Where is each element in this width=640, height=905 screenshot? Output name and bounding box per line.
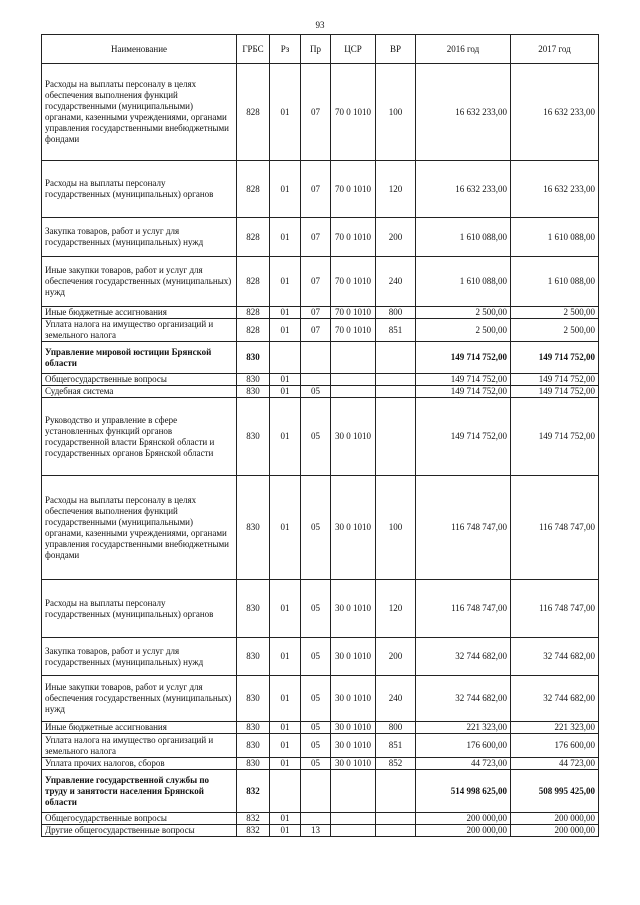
cell-2016: 149 714 752,00 bbox=[416, 342, 511, 374]
cell-grbs: 832 bbox=[237, 770, 270, 813]
cell-vr: 851 bbox=[376, 319, 416, 342]
cell-name: Общегосударственные вопросы bbox=[42, 813, 237, 825]
cell-2017: 149 714 752,00 bbox=[511, 386, 599, 398]
cell-csr: 70 0 1010 bbox=[331, 64, 376, 161]
cell-csr: 30 0 1010 bbox=[331, 398, 376, 476]
cell-2016: 149 714 752,00 bbox=[416, 374, 511, 386]
budget-table bbox=[41, 34, 599, 837]
cell-2017: 1 610 088,00 bbox=[511, 257, 599, 307]
cell-csr: 30 0 1010 bbox=[331, 676, 376, 722]
cell-2016: 32 744 682,00 bbox=[416, 638, 511, 676]
cell-2016: 2 500,00 bbox=[416, 307, 511, 319]
cell-2017: 116 748 747,00 bbox=[511, 476, 599, 580]
cell-2017: 508 995 425,00 bbox=[511, 770, 599, 813]
cell-pr: 05 bbox=[301, 398, 331, 476]
cell-2016: 1 610 088,00 bbox=[416, 218, 511, 257]
cell-vr: 100 bbox=[376, 476, 416, 580]
cell-rz: 01 bbox=[270, 218, 301, 257]
cell-pr: 05 bbox=[301, 580, 331, 638]
cell-pr: 07 bbox=[301, 64, 331, 161]
table-row bbox=[42, 676, 599, 722]
cell-csr: 30 0 1010 bbox=[331, 722, 376, 734]
cell-name: Общегосударственные вопросы bbox=[42, 374, 237, 386]
cell-2016: 16 632 233,00 bbox=[416, 64, 511, 161]
cell-name: Иные бюджетные ассигнования bbox=[42, 722, 237, 734]
cell-grbs: 830 bbox=[237, 398, 270, 476]
header-csr: ЦСР bbox=[331, 35, 376, 64]
table-row bbox=[42, 813, 599, 825]
cell-name: Иные бюджетные ассигнования bbox=[42, 307, 237, 319]
header-name: Наименование bbox=[42, 35, 237, 64]
cell-2016: 221 323,00 bbox=[416, 722, 511, 734]
cell-pr bbox=[301, 813, 331, 825]
cell-name: Другие общегосударственные вопросы bbox=[42, 825, 237, 837]
cell-name: Уплата прочих налогов, сборов bbox=[42, 758, 237, 770]
table-row bbox=[42, 398, 599, 476]
cell-grbs: 828 bbox=[237, 257, 270, 307]
cell-2017: 2 500,00 bbox=[511, 319, 599, 342]
cell-csr: 70 0 1010 bbox=[331, 319, 376, 342]
cell-2017: 44 723,00 bbox=[511, 758, 599, 770]
cell-vr: 120 bbox=[376, 580, 416, 638]
cell-2016: 176 600,00 bbox=[416, 734, 511, 758]
cell-csr bbox=[331, 770, 376, 813]
cell-2017: 176 600,00 bbox=[511, 734, 599, 758]
cell-2017: 16 632 233,00 bbox=[511, 161, 599, 218]
header-2016: 2016 год bbox=[416, 35, 511, 64]
header-pr: Пр bbox=[301, 35, 331, 64]
cell-pr: 05 bbox=[301, 758, 331, 770]
table-row bbox=[42, 580, 599, 638]
cell-2016: 2 500,00 bbox=[416, 319, 511, 342]
table-row bbox=[42, 307, 599, 319]
cell-vr bbox=[376, 825, 416, 837]
cell-grbs: 830 bbox=[237, 734, 270, 758]
cell-rz: 01 bbox=[270, 257, 301, 307]
cell-rz: 01 bbox=[270, 734, 301, 758]
cell-rz: 01 bbox=[270, 307, 301, 319]
cell-name: Судебная система bbox=[42, 386, 237, 398]
cell-vr: 800 bbox=[376, 307, 416, 319]
cell-rz: 01 bbox=[270, 825, 301, 837]
cell-rz: 01 bbox=[270, 638, 301, 676]
cell-grbs: 830 bbox=[237, 342, 270, 374]
cell-name: Закупка товаров, работ и услуг для государственных (муниципальных) нужд bbox=[42, 218, 237, 257]
cell-rz: 01 bbox=[270, 161, 301, 218]
cell-rz: 01 bbox=[270, 758, 301, 770]
cell-csr: 70 0 1010 bbox=[331, 218, 376, 257]
cell-grbs: 832 bbox=[237, 825, 270, 837]
cell-pr: 07 bbox=[301, 307, 331, 319]
cell-grbs: 830 bbox=[237, 580, 270, 638]
cell-vr: 120 bbox=[376, 161, 416, 218]
cell-name: Руководство и управление в сфере установленных функций органов государственной власти Брянской области и государственных органов Брянской области bbox=[42, 398, 237, 476]
cell-pr: 05 bbox=[301, 638, 331, 676]
cell-rz bbox=[270, 770, 301, 813]
cell-2016: 116 748 747,00 bbox=[416, 580, 511, 638]
cell-name: Расходы на выплаты персоналу государственных (муниципальных) органов bbox=[42, 161, 237, 218]
cell-name: Управление мировой юстиции Брянской области bbox=[42, 342, 237, 374]
cell-2017: 149 714 752,00 bbox=[511, 374, 599, 386]
table-row bbox=[42, 722, 599, 734]
cell-2017: 200 000,00 bbox=[511, 813, 599, 825]
table-row bbox=[42, 319, 599, 342]
cell-csr: 30 0 1010 bbox=[331, 476, 376, 580]
header-2017: 2017 год bbox=[511, 35, 599, 64]
cell-vr bbox=[376, 813, 416, 825]
header-rz: Рз bbox=[270, 35, 301, 64]
table-row bbox=[42, 64, 599, 161]
cell-rz: 01 bbox=[270, 386, 301, 398]
cell-name: Уплата налога на имущество организаций и земельного налога bbox=[42, 734, 237, 758]
table-row bbox=[42, 758, 599, 770]
cell-2016: 200 000,00 bbox=[416, 825, 511, 837]
cell-grbs: 830 bbox=[237, 386, 270, 398]
cell-rz: 01 bbox=[270, 676, 301, 722]
cell-grbs: 828 bbox=[237, 307, 270, 319]
table-row bbox=[42, 770, 599, 813]
table-row bbox=[42, 342, 599, 374]
cell-2016: 149 714 752,00 bbox=[416, 398, 511, 476]
cell-rz: 01 bbox=[270, 813, 301, 825]
table-row bbox=[42, 386, 599, 398]
cell-vr: 852 bbox=[376, 758, 416, 770]
cell-pr: 05 bbox=[301, 476, 331, 580]
cell-2016: 149 714 752,00 bbox=[416, 386, 511, 398]
cell-pr bbox=[301, 342, 331, 374]
cell-csr: 30 0 1010 bbox=[331, 580, 376, 638]
cell-grbs: 830 bbox=[237, 758, 270, 770]
table-row bbox=[42, 734, 599, 758]
cell-rz: 01 bbox=[270, 319, 301, 342]
cell-2017: 149 714 752,00 bbox=[511, 342, 599, 374]
cell-2017: 221 323,00 bbox=[511, 722, 599, 734]
cell-name: Уплата налога на имущество организаций и земельного налога bbox=[42, 319, 237, 342]
cell-name: Расходы на выплаты персоналу государственных (муниципальных) органов bbox=[42, 580, 237, 638]
cell-grbs: 830 bbox=[237, 638, 270, 676]
cell-pr: 07 bbox=[301, 218, 331, 257]
cell-pr bbox=[301, 770, 331, 813]
cell-2016: 116 748 747,00 bbox=[416, 476, 511, 580]
cell-pr: 05 bbox=[301, 386, 331, 398]
header-vr: ВР bbox=[376, 35, 416, 64]
cell-pr bbox=[301, 374, 331, 386]
cell-pr: 13 bbox=[301, 825, 331, 837]
cell-csr: 30 0 1010 bbox=[331, 734, 376, 758]
cell-grbs: 830 bbox=[237, 374, 270, 386]
cell-2016: 200 000,00 bbox=[416, 813, 511, 825]
cell-vr bbox=[376, 398, 416, 476]
table-row bbox=[42, 374, 599, 386]
cell-csr bbox=[331, 825, 376, 837]
cell-vr: 800 bbox=[376, 722, 416, 734]
cell-2017: 32 744 682,00 bbox=[511, 676, 599, 722]
cell-2017: 200 000,00 bbox=[511, 825, 599, 837]
cell-grbs: 830 bbox=[237, 476, 270, 580]
cell-csr: 70 0 1010 bbox=[331, 307, 376, 319]
cell-csr: 30 0 1010 bbox=[331, 638, 376, 676]
cell-csr bbox=[331, 813, 376, 825]
cell-rz bbox=[270, 342, 301, 374]
cell-2016: 44 723,00 bbox=[416, 758, 511, 770]
table-row bbox=[42, 825, 599, 837]
cell-rz: 01 bbox=[270, 476, 301, 580]
cell-pr: 07 bbox=[301, 257, 331, 307]
cell-2017: 1 610 088,00 bbox=[511, 218, 599, 257]
cell-2016: 16 632 233,00 bbox=[416, 161, 511, 218]
cell-pr: 05 bbox=[301, 734, 331, 758]
cell-name: Расходы на выплаты персоналу в целях обеспечения выполнения функций государственными (муниципальными) органами, казенными учреждениями, органами управления государственными внебюджетными фондами bbox=[42, 476, 237, 580]
cell-pr: 07 bbox=[301, 161, 331, 218]
cell-vr: 200 bbox=[376, 638, 416, 676]
cell-grbs: 828 bbox=[237, 161, 270, 218]
cell-rz: 01 bbox=[270, 398, 301, 476]
cell-vr: 240 bbox=[376, 676, 416, 722]
cell-name: Закупка товаров, работ и услуг для государственных (муниципальных) нужд bbox=[42, 638, 237, 676]
header-row bbox=[42, 35, 599, 64]
cell-pr: 07 bbox=[301, 319, 331, 342]
cell-grbs: 828 bbox=[237, 319, 270, 342]
cell-grbs: 830 bbox=[237, 722, 270, 734]
cell-csr: 30 0 1010 bbox=[331, 758, 376, 770]
cell-2016: 32 744 682,00 bbox=[416, 676, 511, 722]
cell-csr: 70 0 1010 bbox=[331, 161, 376, 218]
cell-pr: 05 bbox=[301, 676, 331, 722]
cell-2016: 1 610 088,00 bbox=[416, 257, 511, 307]
table-row bbox=[42, 476, 599, 580]
table-row bbox=[42, 161, 599, 218]
cell-vr: 240 bbox=[376, 257, 416, 307]
table-row bbox=[42, 257, 599, 307]
cell-csr bbox=[331, 374, 376, 386]
cell-rz: 01 bbox=[270, 374, 301, 386]
cell-csr: 70 0 1010 bbox=[331, 257, 376, 307]
cell-grbs: 832 bbox=[237, 813, 270, 825]
cell-name: Управление государственной службы по труду и занятости населения Брянской области bbox=[42, 770, 237, 813]
cell-vr: 851 bbox=[376, 734, 416, 758]
cell-rz: 01 bbox=[270, 722, 301, 734]
cell-vr: 100 bbox=[376, 64, 416, 161]
cell-vr bbox=[376, 770, 416, 813]
table-row bbox=[42, 638, 599, 676]
cell-vr bbox=[376, 342, 416, 374]
cell-2016: 514 998 625,00 bbox=[416, 770, 511, 813]
cell-vr bbox=[376, 386, 416, 398]
cell-grbs: 830 bbox=[237, 676, 270, 722]
cell-name: Иные закупки товаров, работ и услуг для обеспечения государственных (муниципальных) нужд bbox=[42, 676, 237, 722]
cell-csr bbox=[331, 386, 376, 398]
cell-grbs: 828 bbox=[237, 218, 270, 257]
cell-2017: 16 632 233,00 bbox=[511, 64, 599, 161]
header-grbs: ГРБС bbox=[237, 35, 270, 64]
cell-2017: 32 744 682,00 bbox=[511, 638, 599, 676]
cell-grbs: 828 bbox=[237, 64, 270, 161]
cell-vr: 200 bbox=[376, 218, 416, 257]
cell-name: Расходы на выплаты персоналу в целях обеспечения выполнения функций государственными (муниципальными) органами, казенными учреждениями, органами управления государственными внебюджетными фондами bbox=[42, 64, 237, 161]
cell-rz: 01 bbox=[270, 64, 301, 161]
cell-name: Иные закупки товаров, работ и услуг для обеспечения государственных (муниципальных) нужд bbox=[42, 257, 237, 307]
cell-2017: 116 748 747,00 bbox=[511, 580, 599, 638]
table-row bbox=[42, 218, 599, 257]
cell-pr: 05 bbox=[301, 722, 331, 734]
cell-2017: 2 500,00 bbox=[511, 307, 599, 319]
page-number: 93 bbox=[315, 20, 325, 30]
cell-2017: 149 714 752,00 bbox=[511, 398, 599, 476]
cell-csr bbox=[331, 342, 376, 374]
cell-rz: 01 bbox=[270, 580, 301, 638]
cell-vr bbox=[376, 374, 416, 386]
